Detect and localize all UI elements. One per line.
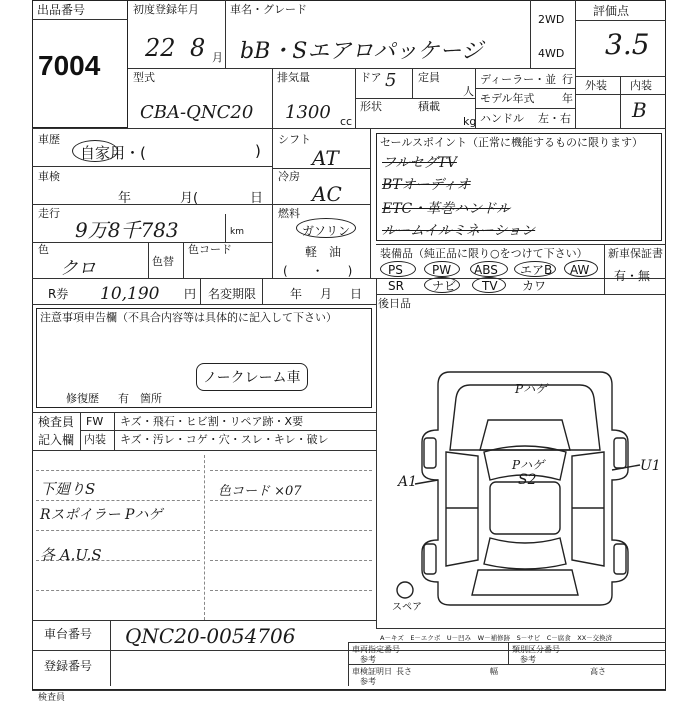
diagram-top-note: Pハゲ — [515, 382, 548, 396]
cert-width: 幅 — [490, 667, 498, 676]
car-name: bB・Sエアロパッケージ — [240, 39, 483, 64]
private-use-circle — [72, 140, 118, 162]
equip-sr: SR — [388, 279, 404, 293]
fw-text: キズ・飛石・ヒビ割・リペア跡・X要 — [120, 415, 304, 428]
deadline-month: 月 — [320, 287, 333, 301]
equip-tv: TV — [482, 279, 498, 293]
deadline-year: 年 — [290, 287, 303, 301]
shift-value: AT — [312, 146, 339, 170]
interior-label: 内装 — [630, 79, 652, 92]
sales-point-4: ルームイルミネーション — [382, 223, 536, 239]
handle-value: 左・右 — [538, 112, 571, 125]
mileage-label: 走行 — [38, 207, 60, 220]
equipment-label: 装備品（純正品に限り○をつけて下さい） — [380, 247, 588, 260]
navi-circle — [424, 277, 460, 293]
airbag-circle — [514, 261, 556, 277]
load-label: 積載 — [418, 100, 440, 113]
registration-label: 登録番号 — [44, 659, 93, 673]
first-reg-label: 初度登録年月 — [133, 3, 199, 16]
capacity-label: 定員 — [418, 71, 440, 84]
diagram-left-note: A1 — [398, 474, 418, 490]
no-claim-stamp: ノークレーム車 — [196, 363, 308, 391]
fuel-paren: ( ・ ) — [283, 264, 353, 278]
sales-point-3: ETC・革巻ハンドル — [382, 201, 511, 217]
color-code-note: 色コード ×07 — [218, 484, 302, 499]
equip-ps: PS — [388, 263, 403, 277]
warranty-label: 新車保証書 — [608, 247, 663, 260]
chassis-label: 車台番号 — [44, 627, 93, 641]
color-code-label: 色コード — [188, 243, 232, 256]
mileage-unit: km — [230, 227, 244, 237]
door-label: ドア — [360, 71, 382, 84]
mileage-value: 9万8千783 — [75, 218, 179, 242]
damage-code-legend: A－キズ E－エクボ U－凹み W－補修跡 S－サビ C－腐食 XX－交換済 — [380, 634, 613, 642]
equip-aw: AW — [570, 263, 590, 277]
drive-2wd: 2WD — [538, 13, 565, 26]
equip-navi: ナビ — [432, 279, 457, 293]
drive-4wd: 4WD — [538, 47, 565, 60]
shift-label: シフト — [278, 133, 311, 146]
sales-points-label: セールスポイント（正常に機能するものに限ります） — [380, 136, 644, 149]
dealer-mark: 行 — [562, 73, 573, 86]
fuel-gas: ガソリン — [302, 224, 351, 238]
sales-point-2: BTオーディオ — [382, 177, 471, 193]
cert-label: 車検証明日 — [352, 667, 392, 676]
color-change-label: 色替 — [152, 255, 174, 268]
recycle-label: R券 — [48, 287, 69, 301]
inspection-label: 車検 — [38, 170, 60, 183]
repair-place: 箇所 — [140, 392, 162, 405]
handle-label: ハンドル — [480, 112, 524, 125]
model-label: 型式 — [133, 71, 155, 84]
diagram-right-note: U1 — [640, 458, 661, 474]
first-reg-year: 22 — [145, 34, 176, 62]
deadline-label: 名変期限 — [208, 287, 257, 301]
first-reg-month: 8 — [190, 34, 206, 62]
interior-check-text: キズ・汚レ・コゲ・穴・スレ・キレ・破レ — [120, 433, 329, 446]
history-close-paren: ) — [255, 142, 261, 160]
sales-point-1: フルセグTV — [382, 155, 457, 171]
diagram-center-note-2: S2 — [518, 472, 537, 488]
load-unit: kg — [463, 115, 477, 128]
category-label: 類別区分番号 — [512, 645, 560, 654]
score-label: 評価点 — [593, 4, 630, 18]
model-year-label: モデル年式 — [480, 92, 535, 105]
repair-value: 有 — [118, 392, 129, 405]
equip-airbag: エアB — [520, 263, 553, 277]
model-year-unit: 年 — [562, 92, 573, 105]
inspector-note-3: 各 A.U.S — [40, 546, 102, 564]
abs-circle — [470, 261, 508, 277]
aw-circle — [564, 260, 598, 277]
notes-label: 注意事項申告欄（不具合内容等は具体的に記入して下さい） — [40, 311, 337, 324]
pw-circle — [424, 261, 460, 277]
color-label: 色 — [38, 243, 49, 256]
inspection-year: 年 — [118, 191, 132, 206]
displacement-unit: cc — [340, 115, 353, 128]
lot-label: 出品番号 — [37, 3, 86, 17]
equip-abs: ABS — [474, 263, 498, 277]
displacement-label: 排気量 — [277, 71, 310, 84]
gas-circle — [296, 218, 356, 238]
rear-item-label: 後日品 — [378, 297, 411, 310]
fuel-label: 燃料 — [278, 207, 300, 220]
spare-label: スペア — [392, 602, 422, 613]
recycle-value: 10,190 — [100, 284, 160, 304]
ac-value: AC — [312, 182, 342, 206]
history-label: 車歴 — [38, 133, 60, 146]
inspector-label-2: 記入欄 — [38, 433, 75, 447]
chassis-value: QNC20-0054706 — [125, 624, 296, 648]
cert-length: 長さ — [396, 667, 412, 676]
door-value: 5 — [385, 70, 397, 91]
color-value: クロ — [60, 258, 96, 279]
fw-label: FW — [86, 415, 104, 428]
designation-label: 車両指定番号 — [352, 645, 400, 654]
inspection-month: 月( — [180, 191, 199, 206]
category-ref: 参考 — [520, 655, 536, 664]
lot-number: 7004 — [38, 50, 101, 81]
cert-ref: 参考 — [360, 677, 376, 686]
equip-pw: PW — [432, 263, 452, 277]
footer-inspector-label: 検査員 — [38, 693, 66, 703]
ps-circle — [380, 261, 416, 277]
exterior-label: 外装 — [585, 79, 607, 92]
recycle-unit: 円 — [184, 287, 197, 301]
month-unit: 月 — [212, 51, 223, 64]
fuel-diesel: 軽 油 — [305, 245, 342, 259]
interior-grade: B — [632, 98, 647, 122]
inspection-day: 日 — [250, 191, 264, 206]
car-name-label: 車名・グレード — [230, 3, 307, 16]
repair-label: 修復歴 — [66, 392, 99, 405]
equip-leather: カワ — [522, 279, 547, 293]
warranty-value: 有・無 — [614, 269, 651, 283]
capacity-unit: 人 — [463, 85, 474, 98]
inspector-note-1: 下廻りS — [40, 480, 96, 498]
deadline-day: 日 — [350, 287, 363, 301]
model-value: CBA-QNC20 — [140, 102, 254, 123]
inspector-note-2: Rスポイラー Pハゲ — [40, 507, 163, 523]
cert-height: 高さ — [590, 667, 606, 676]
tv-circle — [472, 277, 506, 293]
diagram-center-note-1: Pハゲ — [512, 458, 545, 472]
shape-label: 形状 — [360, 100, 382, 113]
displacement-value: 1300 — [285, 102, 331, 123]
score-value: 3.5 — [605, 28, 650, 61]
interior-check-label: 内装 — [84, 433, 106, 446]
inspector-label: 検査員 — [38, 415, 75, 429]
ac-label: 冷房 — [278, 170, 300, 183]
dealer-label: ディーラー・並 — [480, 73, 557, 86]
designation-ref: 参考 — [360, 655, 376, 664]
history-value: 自家用・( — [80, 144, 146, 162]
